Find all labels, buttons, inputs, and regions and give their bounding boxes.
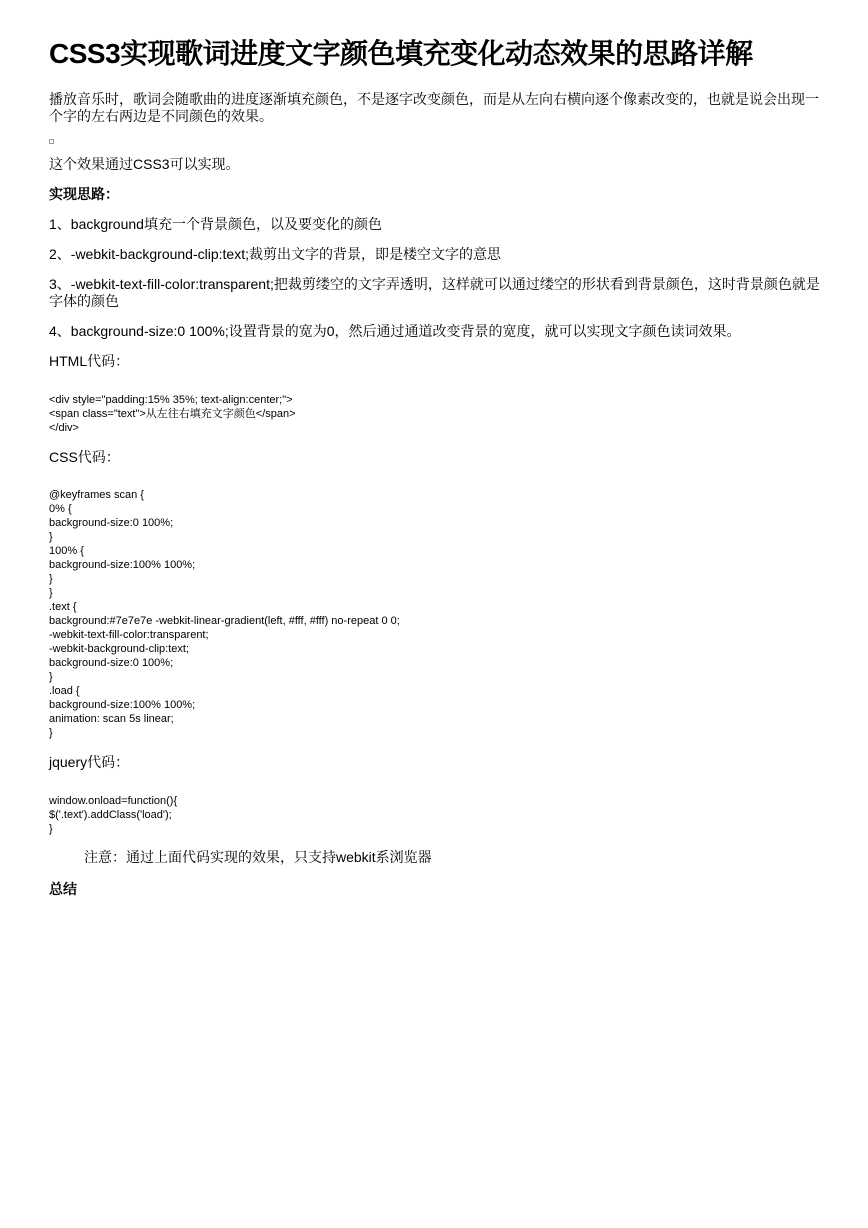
code-line: window.onload=function(){ [49,795,178,807]
image-placeholder [49,139,54,144]
code-line: background-size:0 100%; [49,657,174,669]
html-code-label: HTML代码： [49,353,130,369]
code-line: <span class="text">从左往右填充文字颜色</span> [49,408,296,420]
code-line: -webkit-text-fill-color:transparent; [49,629,209,641]
css-code-block [49,488,825,740]
webkit-note: 注意：通过上面代码实现的效果，只支持webkit系浏览器 [84,849,432,865]
code-line: background-size:100% 100%; [49,699,196,711]
summary-heading: 总结 [49,881,77,897]
jquery-code-label: jquery代码： [49,754,130,770]
step-1: 1、background填充一个背景颜色，以及要变化的颜色 [49,216,382,232]
code-line: } [49,573,53,585]
code-line: background-size:100% 100%; [49,559,196,571]
jquery-code-block [49,794,825,836]
step-2: 2、-webkit-background-clip:text;裁剪出文字的背景，即是楼空文字的意思 [49,246,501,262]
code-line: } [49,671,53,683]
code-line: } [49,587,53,599]
code-line: -webkit-background-clip:text; [49,643,190,655]
code-line: } [49,823,53,835]
code-line: $('.text').addClass('load'); [49,809,172,821]
document-page [49,32,825,898]
step-3: 3、-webkit-text-fill-color:transparent;把裁剪缕空的文字弄透明，这样就可以通过缕空的形状看到背景颜色，这时背景颜色就是字体的颜色 [49,276,820,309]
code-line: </div> [49,422,79,434]
code-line: 0% { [49,503,72,515]
code-line: } [49,727,53,739]
intro-paragraph: 播放音乐时，歌词会随歌曲的进度逐渐填充颜色，不是逐字改变颜色，而是从左向右横向逐个像素改变的，也就是说会出现一个字的左右两边是不同颜色的效果。 [49,91,819,124]
code-line: 100% { [49,545,84,557]
code-line: .load { [49,685,80,697]
code-line: <div style="padding:15% 35%; text-align:center;"> [49,394,293,406]
code-line: .text { [49,601,77,613]
html-code-block [49,393,825,435]
code-line: background:#7e7e7e -webkit-linear-gradient(left, #fff, #fff) no-repeat 0 0; [49,615,400,627]
code-line: animation: scan 5s linear; [49,713,174,725]
effect-line: 这个效果通过CSS3可以实现。 [49,156,240,172]
step-4: 4、background-size:0 100%;设置背景的宽为0，然后通过通道改变背景的宽度，就可以实现文字颜色读词效果。 [49,323,741,339]
page-title: CSS3实现歌词进度文字颜色填充变化动态效果的思路详解 [49,38,753,69]
code-line: background-size:0 100%; [49,517,174,529]
approach-heading: 实现思路： [49,186,119,202]
code-line: } [49,531,53,543]
css-code-label: CSS代码： [49,449,120,465]
code-line: @keyframes scan { [49,489,144,501]
